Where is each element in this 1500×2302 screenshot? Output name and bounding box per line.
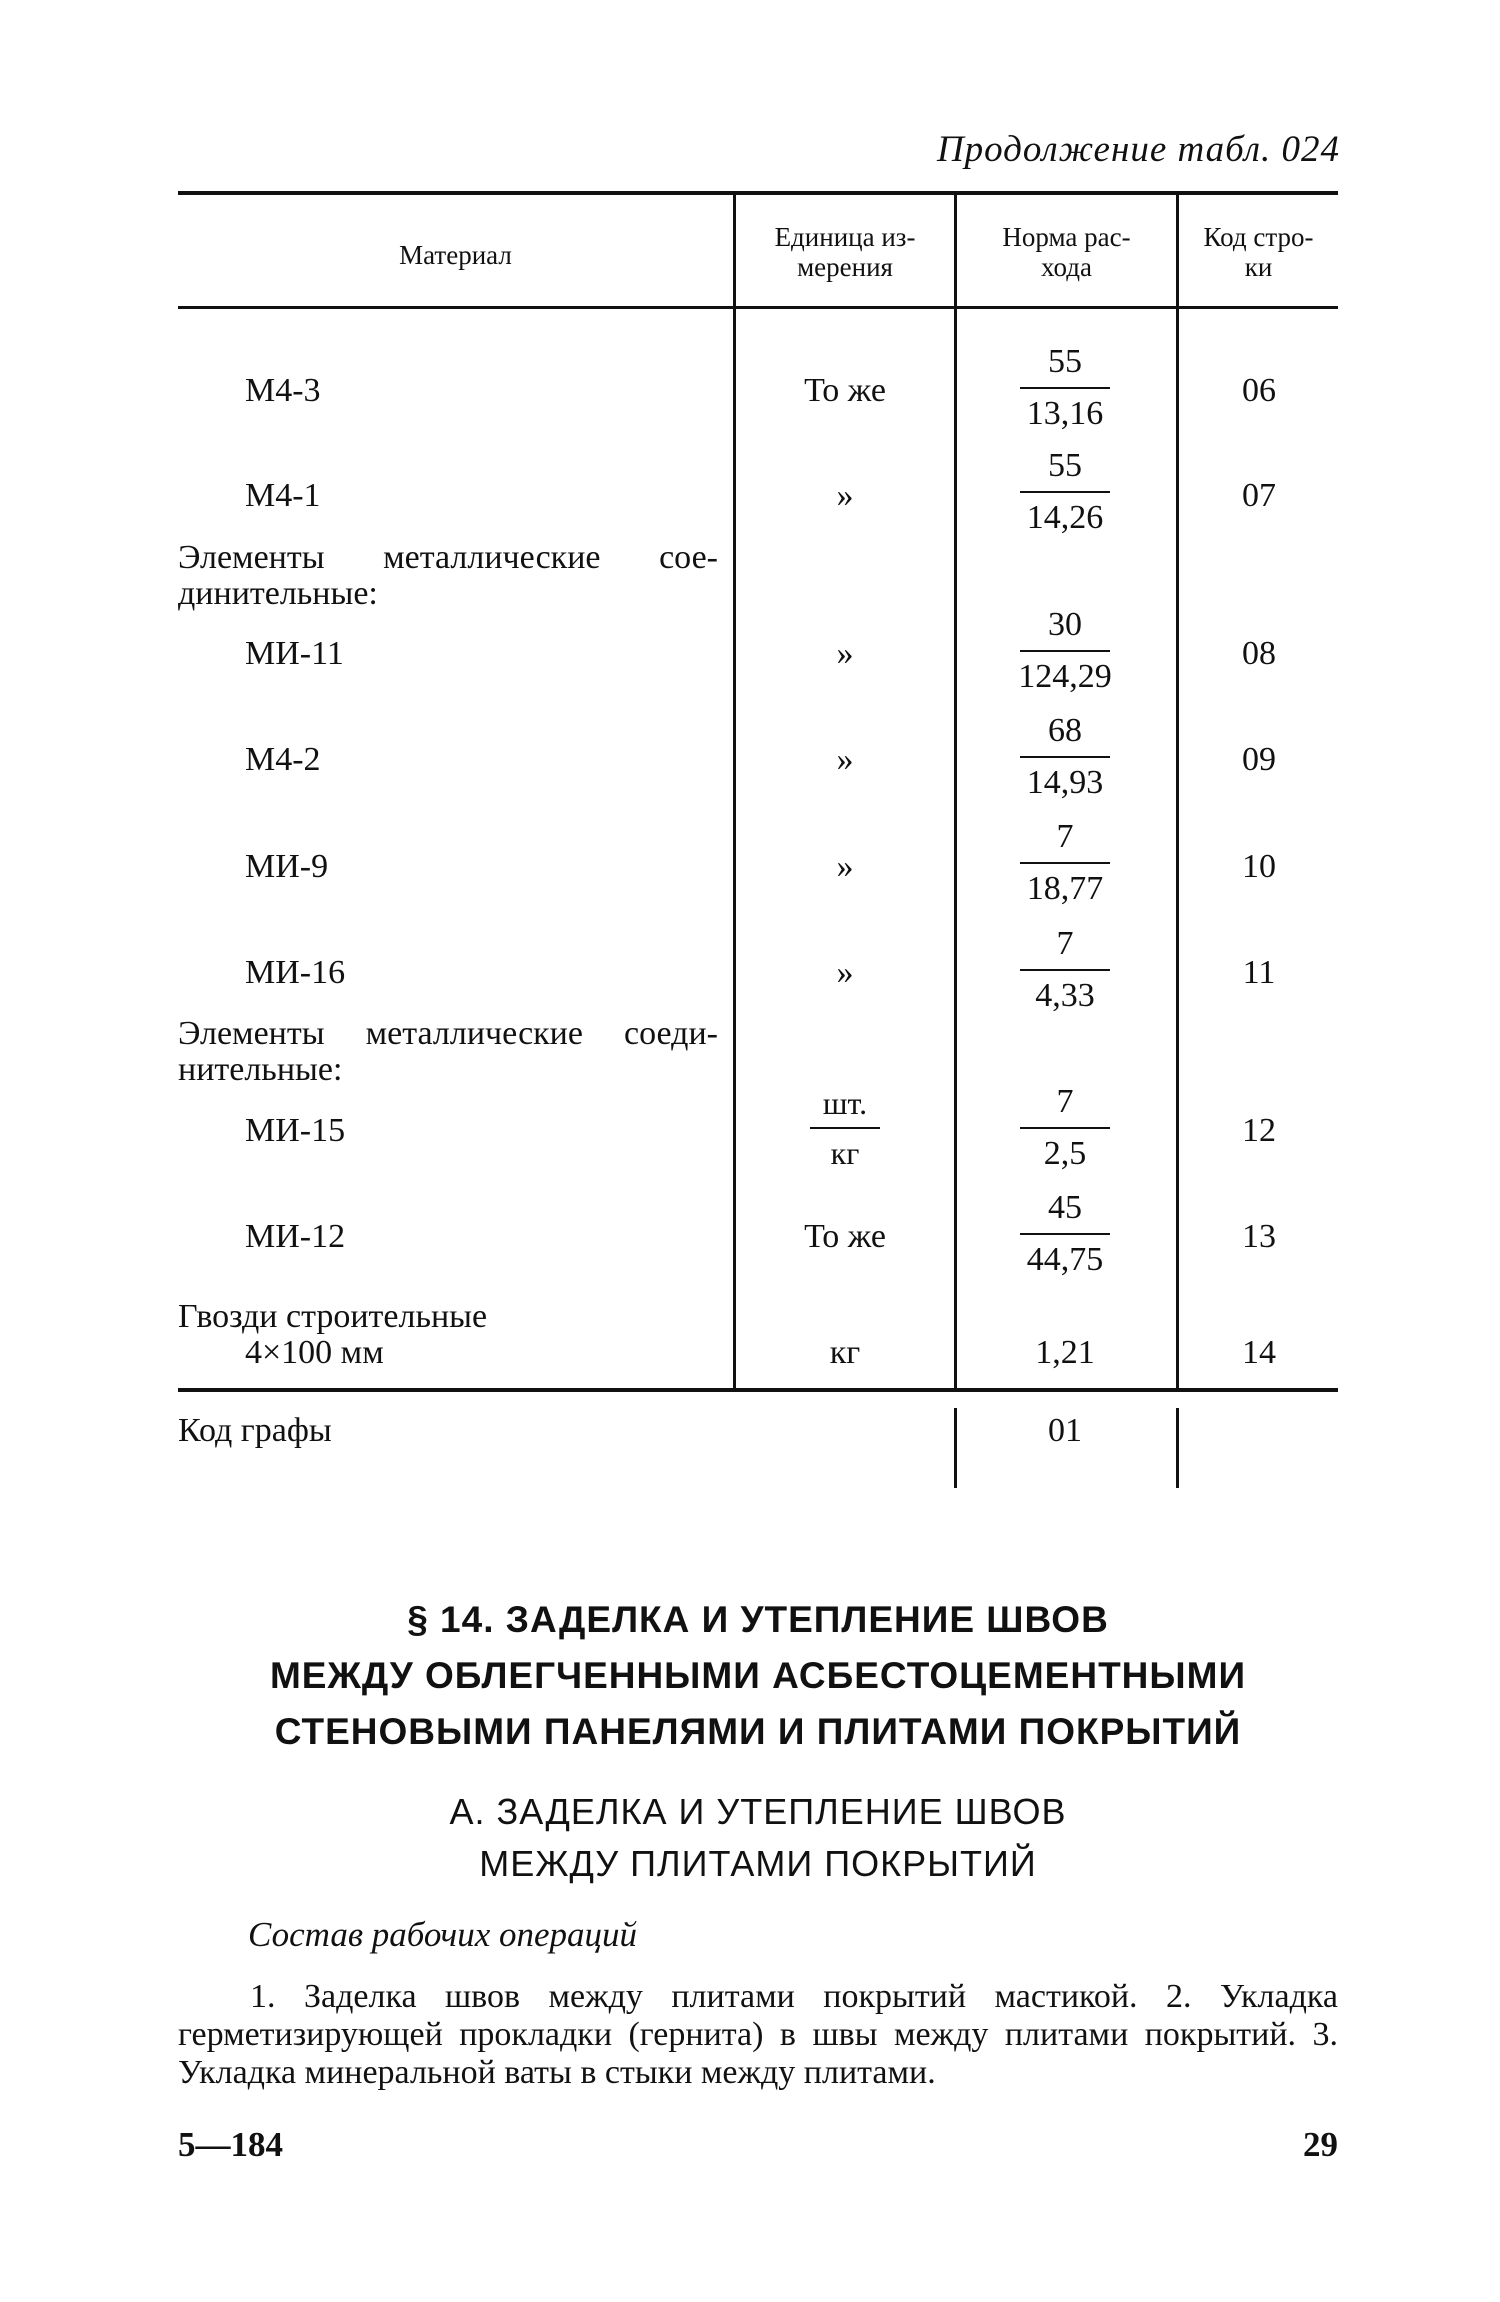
subsection-heading-line1: А. ЗАДЕЛКА И УТЕПЛЕНИЕ ШВОВ <box>449 1791 1067 1832</box>
header-code-line1: Код стро- <box>1203 222 1314 252</box>
row-norm: 1,21 <box>1035 1334 1095 1371</box>
group-label: Элементы металлические соеди- нительные: <box>178 1015 718 1088</box>
norm-denominator: 14,26 <box>1026 499 1104 536</box>
header-material-text: Материал <box>399 240 512 270</box>
norm-numerator: 7 <box>1056 925 1074 962</box>
row-material: МИ-12 <box>245 1218 346 1255</box>
row-norm <box>955 1189 1175 1279</box>
row-code: 13 <box>1242 1218 1276 1255</box>
header-code-line2: ки <box>1244 252 1273 282</box>
table-top-rule <box>178 191 1338 195</box>
section-heading-line2: МЕЖДУ ОБЛЕГЧЕННЫМИ АСБЕСТОЦЕМЕНТНЫМИ <box>269 1655 1247 1696</box>
norm-denominator: 124,29 <box>1018 658 1112 695</box>
header-norm-line1: Норма рас- <box>1002 222 1131 252</box>
header-unit-line2: мерения <box>797 252 893 282</box>
subsection-heading <box>178 1786 1338 1890</box>
norm-numerator: 68 <box>1048 712 1082 749</box>
fraction-bar <box>1020 1127 1110 1129</box>
unit-denominator: кг <box>830 1135 860 1171</box>
unit-numerator: шт. <box>822 1085 868 1121</box>
column-code-label: Код графы <box>178 1412 332 1449</box>
norm-denominator: 14,93 <box>1026 764 1104 801</box>
row-material: МИ-9 <box>245 848 329 885</box>
norm-numerator: 7 <box>1056 1083 1074 1120</box>
row-unit: » <box>836 848 854 885</box>
fraction-bar <box>1020 491 1110 493</box>
row-code: 08 <box>1242 635 1276 672</box>
row-material: МИ-11 <box>245 635 344 672</box>
norm-denominator: 2,5 <box>1043 1135 1087 1172</box>
table-header-rule <box>178 306 1338 309</box>
row-code: 09 <box>1242 741 1276 778</box>
row-unit: » <box>836 635 854 672</box>
norm-numerator: 7 <box>1056 818 1074 855</box>
fraction-bar <box>1020 1233 1110 1235</box>
row-material: М4-2 <box>245 741 321 778</box>
row-material-line1: Гвозди строительные <box>178 1298 488 1335</box>
row-material: М4-3 <box>245 372 321 409</box>
signature-mark: 5—184 <box>178 2125 283 2164</box>
row-unit: » <box>836 954 854 991</box>
table-bottom-rule <box>178 1388 1338 1392</box>
row-code: 14 <box>1242 1334 1276 1371</box>
fraction-bar <box>1020 387 1110 389</box>
row-material-line2: 4×100 мм <box>245 1334 384 1371</box>
norm-denominator: 18,77 <box>1026 870 1104 907</box>
norm-numerator: 30 <box>1048 606 1082 643</box>
row-code: 11 <box>1242 954 1276 991</box>
norm-column-code: 01 <box>1048 1412 1082 1449</box>
row-code: 12 <box>1242 1112 1276 1149</box>
row-material: МИ-16 <box>245 954 346 991</box>
row-material: М4-1 <box>245 477 321 514</box>
fraction-bar <box>1020 969 1110 971</box>
row-unit <box>735 1085 955 1171</box>
section-heading-line1: § 14. ЗАДЕЛКА И УТЕПЛЕНИЕ ШВОВ <box>407 1599 1109 1640</box>
header-norm <box>957 222 1176 282</box>
norm-denominator: 4,33 <box>1035 977 1095 1014</box>
row-norm <box>955 343 1175 433</box>
table-continuation-caption: Продолжение табл. 024 <box>936 129 1340 170</box>
row-unit: кг <box>829 1334 861 1371</box>
fraction-bar <box>1020 650 1110 652</box>
row-unit: То же <box>804 1218 886 1255</box>
header-unit-line1: Единица из- <box>774 222 916 252</box>
page-number: 29 <box>1303 2125 1338 2164</box>
row-code: 10 <box>1242 848 1276 885</box>
row-norm <box>955 447 1175 537</box>
norm-numerator: 45 <box>1048 1189 1082 1226</box>
row-norm <box>955 1083 1175 1173</box>
header-unit <box>736 222 954 282</box>
fraction-bar <box>1020 756 1110 758</box>
norm-numerator: 55 <box>1048 343 1082 380</box>
row-unit: » <box>836 741 854 778</box>
row-norm <box>955 925 1175 1015</box>
row-code: 06 <box>1242 372 1276 409</box>
header-code <box>1179 222 1338 282</box>
operations-title: Состав рабочих операций <box>248 1915 638 1954</box>
operations-text: 1. Заделка швов между плитами покрытий мастикой. 2. Укладка герметизирующей прокладки (гернита) в швы между плитами покрытий. 3. Укладка минеральной ваты в стыки между плитами. <box>178 1978 1338 2091</box>
section-heading-line3: СТЕНОВЫМИ ПАНЕЛЯМИ И ПЛИТАМИ ПОКРЫТИЙ <box>274 1711 1242 1752</box>
group-label: Элементы металлические сое- динительные: <box>178 539 718 612</box>
header-material <box>178 240 733 270</box>
norm-denominator: 13,16 <box>1026 395 1104 432</box>
fraction-bar <box>1020 862 1110 864</box>
norm-denominator: 44,75 <box>1026 1241 1104 1278</box>
row-norm <box>955 818 1175 908</box>
footer-divider-2 <box>1176 1408 1179 1488</box>
header-norm-line2: хода <box>1041 252 1092 282</box>
row-material: МИ-15 <box>245 1112 346 1149</box>
row-norm <box>955 712 1175 802</box>
row-norm <box>955 606 1175 696</box>
row-unit: » <box>836 477 854 514</box>
norm-numerator: 55 <box>1048 447 1082 484</box>
column-divider-3 <box>1176 193 1179 1388</box>
row-code: 07 <box>1242 477 1276 514</box>
subsection-heading-line2: МЕЖДУ ПЛИТАМИ ПОКРЫТИЙ <box>479 1843 1037 1884</box>
row-unit: То же <box>804 372 886 409</box>
section-heading <box>178 1592 1338 1760</box>
fraction-bar <box>810 1127 880 1129</box>
